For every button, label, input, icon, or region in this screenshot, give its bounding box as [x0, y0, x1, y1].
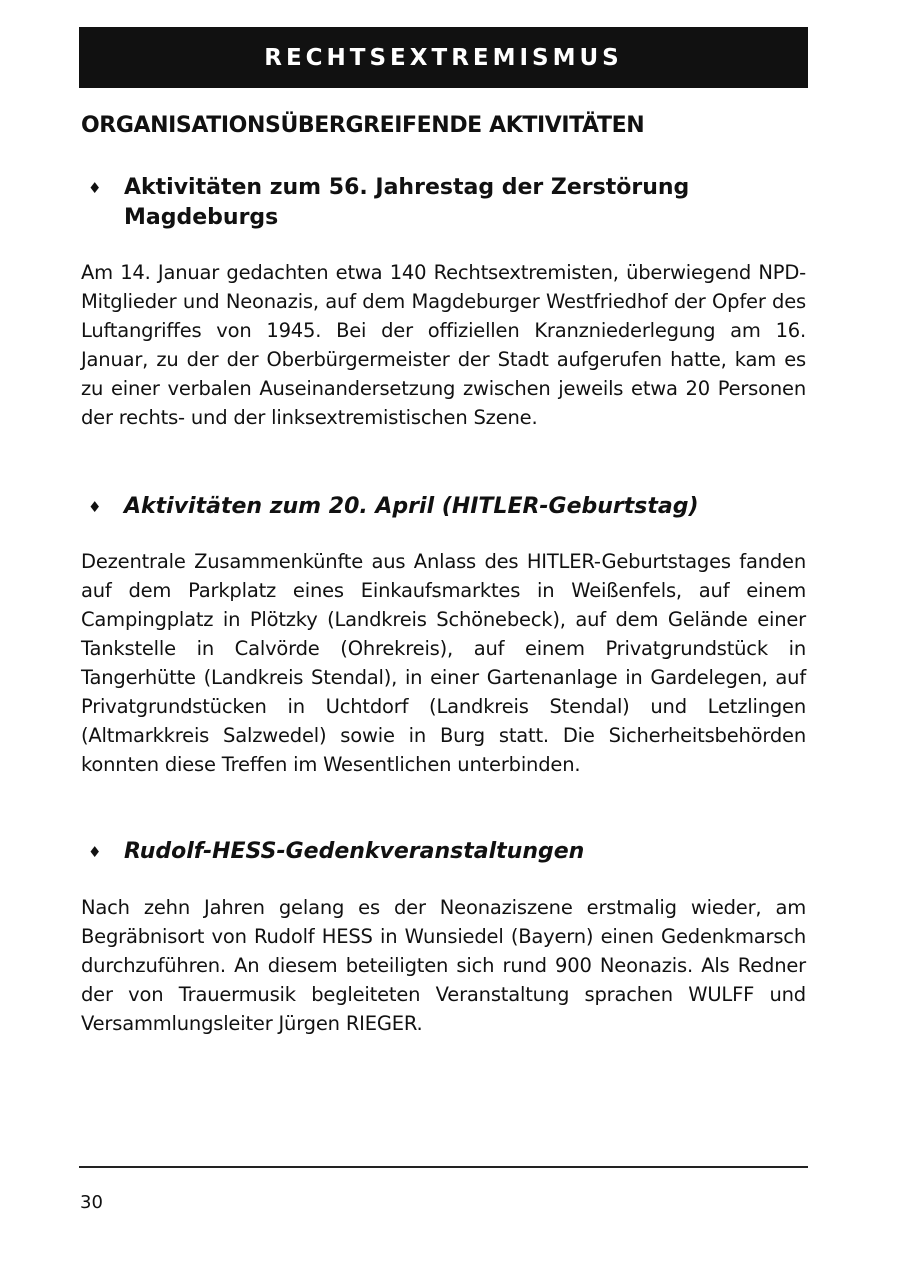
- paragraph-hess: Nach zehn Jahren gelang es der Neonaziszene erstmalig wieder, am Begräbnisort von Rudolf HESS in Wunsiedel (Bayern) einen Gedenkmarsch durchzuführen. An diesem beteiligten sich rund 900 Neonazis. Als Redner der von Trauermusik begleiteten Veranstaltung sprachen WULFF und Versammlungsleiter Jürgen RIEGER.: [81, 896, 806, 1035]
- page-number: 30: [80, 1192, 103, 1213]
- subsection-title: Aktivitäten zum 56. Jahrestag der Zerstörung Magdeburgs: [124, 175, 690, 230]
- diamond-bullet-icon: ♦: [88, 843, 102, 861]
- subsection-heading-hess: [88, 837, 808, 867]
- header-bar: [79, 27, 808, 88]
- footer-divider: [79, 1166, 808, 1168]
- section-heading: ORGANISATIONSÜBERGREIFENDE AKTIVITÄTEN: [81, 113, 645, 138]
- diamond-bullet-icon: ♦: [88, 498, 102, 516]
- subsection-heading-hitler-geburtstag: [88, 492, 808, 522]
- header-title: RECHTSEXTREMISMUS: [264, 44, 623, 71]
- subsection-title: Rudolf-HESS-Gedenkveranstaltungen: [124, 839, 585, 864]
- diamond-bullet-icon: ♦: [88, 179, 102, 197]
- paragraph-magdeburg: Am 14. Januar gedachten etwa 140 Rechtsextremisten, überwiegend NPD-Mitglieder und Neonazis, auf dem Magdeburger Westfriedhof der Opfer des Luftangriffes von 1945. Bei der offiziellen Kranzniederlegung am 16. Januar, zu der der Oberbürgermeister der Stadt aufgerufen hatte, kam es zu einer verbalen Auseinandersetzung zwischen jeweils etwa 20 Personen der rechts- und der linksextremistischen Szene.: [81, 261, 806, 429]
- subsection-title: Aktivitäten zum 20. April (HITLER-Geburtstag): [124, 494, 699, 519]
- paragraph-hitler-geburtstag: Dezentrale Zusammenkünfte aus Anlass des HITLER-Geburtstages fanden auf dem Parkplatz eines Einkaufsmarktes in Weißenfels, auf einem Campingplatz in Plötzky (Landkreis Schönebeck), auf dem Gelände einer Tankstelle in Calvörde (Ohrekreis), auf einem Privatgrundstück in Tangerhütte (Landkreis Stendal), in einer Gartenanlage in Gardelegen, auf Privatgrundstücken in Uchtdorf (Landkreis Stendal) und Letzlingen (Altmarkkreis Salzwedel) sowie in Burg statt. Die Sicherheitsbehörden konnten diese Treffen im Wesentlichen unterbinden.: [81, 550, 806, 776]
- subsection-heading-magdeburg: [88, 173, 808, 233]
